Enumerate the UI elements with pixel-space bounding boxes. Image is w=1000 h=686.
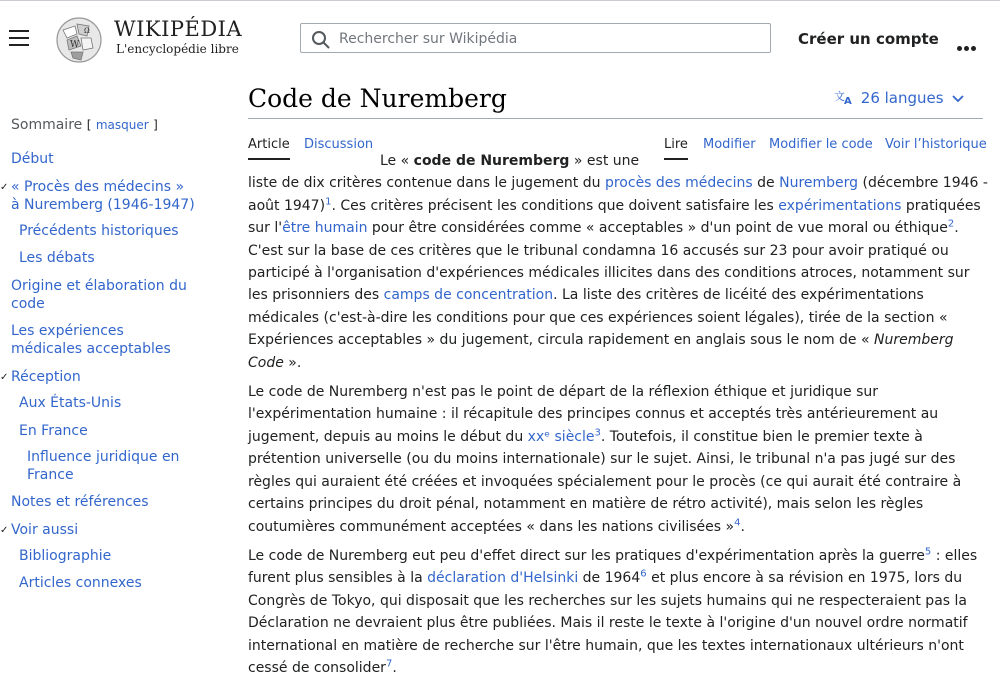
toc-item-debut[interactable]: Début — [11, 151, 54, 167]
text: . — [392, 659, 397, 676]
text: pratiquées sur l' — [248, 197, 981, 237]
reference-7[interactable]: 7 — [385, 658, 393, 670]
link-proces-medecins[interactable]: procès des médecins — [604, 175, 753, 192]
toc-item-origine-line1[interactable]: Origine et élaboration du — [11, 278, 187, 294]
text: Le code de Nuremberg eut peu d'effet direct sur les pratiques d'expérimentation après la guerre — [248, 547, 925, 564]
paragraph-2 — [248, 381, 988, 538]
search-icon — [311, 30, 331, 50]
toc-item-notes[interactable]: Notes et références — [11, 494, 149, 510]
toc-hide-link[interactable]: masquer — [95, 118, 149, 132]
page-title: Code de Nuremberg — [248, 84, 507, 113]
chevron-down-icon — [952, 95, 964, 103]
create-account-link[interactable]: Créer un compte — [798, 30, 939, 48]
search-box[interactable] — [300, 23, 771, 53]
text: liste de dix critères contenue dans le jugement du — [248, 175, 605, 192]
text: : elles furent plus sensibles à la — [248, 547, 978, 587]
reference-2[interactable]: 2 — [947, 218, 955, 230]
text: . Ces critères précisent les conditions que doivent satisfaire les — [331, 197, 779, 214]
text: . C'est sur la base de ces critères que le tribunal condamna 16 accusés sur 23 pour avoir pratiqué ou participé à l'organisation d'expériences médicales illicites dans des conditions atroces, notamment sur les prisonniers des — [248, 220, 970, 304]
toc-item-debats[interactable]: Les débats — [19, 250, 95, 266]
toc-item-influence-line1[interactable]: Influence juridique en — [27, 449, 180, 465]
reference-3[interactable]: 3 — [594, 427, 601, 439]
link-camps-concentration[interactable]: camps de concentration — [383, 287, 554, 304]
toc-item-reception[interactable]: Réception — [11, 369, 81, 385]
text: de 1964 — [578, 570, 641, 587]
language-selector[interactable] — [834, 89, 964, 107]
tab-modifier[interactable]: Modifier — [703, 137, 756, 152]
toc-item-influence-line2[interactable]: France — [27, 467, 74, 483]
text: ». — [283, 354, 302, 371]
toc-item-experiences-line1[interactable]: Les expériences — [11, 323, 124, 339]
wikipedia-globe-logo[interactable] — [55, 16, 103, 64]
tab-discussion[interactable]: Discussion — [304, 137, 374, 152]
reference-4[interactable]: 4 — [734, 516, 741, 528]
paragraph-3 — [248, 545, 988, 679]
toc-heading — [11, 117, 158, 133]
toc-item-etats-unis[interactable]: Aux États-Unis — [19, 395, 122, 411]
toc-item-articles-connexes[interactable]: Articles connexes — [19, 575, 142, 591]
link-declaration-helsinki[interactable]: déclaration d'Helsinki — [427, 570, 579, 587]
chevron-down-icon[interactable]: ✓ — [0, 372, 9, 383]
svg-text:A: A — [844, 96, 852, 105]
translate-icon — [834, 89, 856, 105]
hamburger-icon[interactable] — [9, 30, 29, 46]
bold-term: code de Nuremberg — [413, 153, 570, 169]
ellipsis-icon[interactable] — [957, 36, 979, 42]
toc-item-experiences-line2[interactable]: médicales acceptables — [11, 341, 171, 357]
chevron-down-icon[interactable]: ✓ — [0, 182, 9, 193]
wikipedia-wordmark[interactable]: WIKIPÉDIA — [114, 17, 243, 41]
text: (décembre 1946 - août 1947) — [248, 175, 988, 214]
chevron-down-icon[interactable]: ✓ — [0, 525, 9, 536]
link-nuremberg[interactable]: Nuremberg — [779, 175, 859, 192]
toc-title: Sommaire — [11, 117, 83, 133]
reference-6[interactable]: 6 — [640, 568, 647, 580]
tab-modifier-code[interactable]: Modifier le code — [769, 137, 873, 152]
article-content — [248, 150, 988, 686]
text: » est une — [569, 153, 640, 169]
toc-item-voir-aussi[interactable]: Voir aussi — [11, 522, 79, 538]
reference-5[interactable]: 5 — [924, 546, 932, 558]
top-border — [0, 0, 1000, 7]
toc-item-bibliographie[interactable]: Bibliographie — [19, 548, 112, 564]
toc-item-en-france[interactable]: En France — [19, 423, 88, 439]
text: . La liste des critères de licéité des expérimentations médicales (c'est-à-dire les conditions pour que ces expériences soient légales), tirée de la section « Expériences acceptables » du jugement, circula rapidement en anglais sous le nom de « — [248, 287, 948, 349]
text: Le « — [380, 153, 414, 169]
text: . Toutefois, il constitue bien le premier texte à prétention universelle (ou du moins internationale) sur le sujet. Ainsi, le tribunal n'a pas jugé sur des règles qui auraient été créées et invoquées spécialement pour le procès (ce qui aurait été contraire à certains principes du droit pénal, notamment en matière de rétro activité), mais selon les règles coutumières communément acceptées « dans les nations civilisées » — [248, 428, 962, 535]
text: de — [752, 175, 780, 192]
reference-1[interactable]: 1 — [325, 196, 332, 208]
text: . — [740, 518, 745, 535]
text: pour être considérées comme « acceptables » d'un point de vue moral ou éthique — [367, 220, 948, 237]
svg-text:Ω: Ω — [84, 27, 90, 35]
language-count: 26 langues — [860, 89, 944, 107]
tab-article[interactable]: Article — [248, 137, 290, 160]
link-etre-humain[interactable]: être humain — [282, 220, 368, 237]
paragraph-1 — [248, 150, 988, 374]
search-input[interactable] — [337, 28, 761, 50]
toc-item-precedents[interactable]: Précédents historiques — [19, 223, 179, 239]
svg-text:W: W — [70, 40, 80, 50]
text: et plus encore à sa révision en 1975, lors du Congrès de Tokyo, qui disposait que les recherches sur les sujets humains qui ne respecteraient pas la Déclaration ne devraient plus être publiées. Mais il reste le texte à l'origine d'un nouvel ordre normatif international en matière de recherche sur l'être humain, que les textes internationaux ultérieurs n'ont cessé de consolider — [248, 570, 968, 676]
toc-bracket-open: [ — [86, 118, 92, 132]
tab-lire[interactable]: Lire — [664, 137, 688, 160]
link-xxe-siecle[interactable]: xxᵉ siècle — [527, 428, 595, 445]
text: Le code de Nuremberg n'est pas le point de départ de la réflexion éthique et juridique sur l'expérimentation humaine : il récapitule des principes connus et acceptés très antérieurement au jugement, depuis au moins le début du — [248, 384, 939, 445]
toc-item-origine-line2[interactable]: code — [11, 296, 45, 312]
toc-bracket-close: ] — [153, 118, 158, 132]
link-experimentations[interactable]: expérimentations — [778, 197, 902, 214]
italic-term: Nuremberg Code — [248, 332, 954, 371]
toc-item-proces-line1[interactable]: « Procès des médecins » — [11, 179, 185, 195]
wikipedia-tagline: L'encyclopédie libre — [116, 42, 239, 56]
title-divider — [248, 118, 983, 119]
tab-historique[interactable]: Voir l’historique — [885, 137, 987, 152]
svg-text:文: 文 — [834, 90, 845, 103]
toc-item-proces-line2[interactable]: à Nuremberg (1946-1947) — [11, 197, 195, 213]
